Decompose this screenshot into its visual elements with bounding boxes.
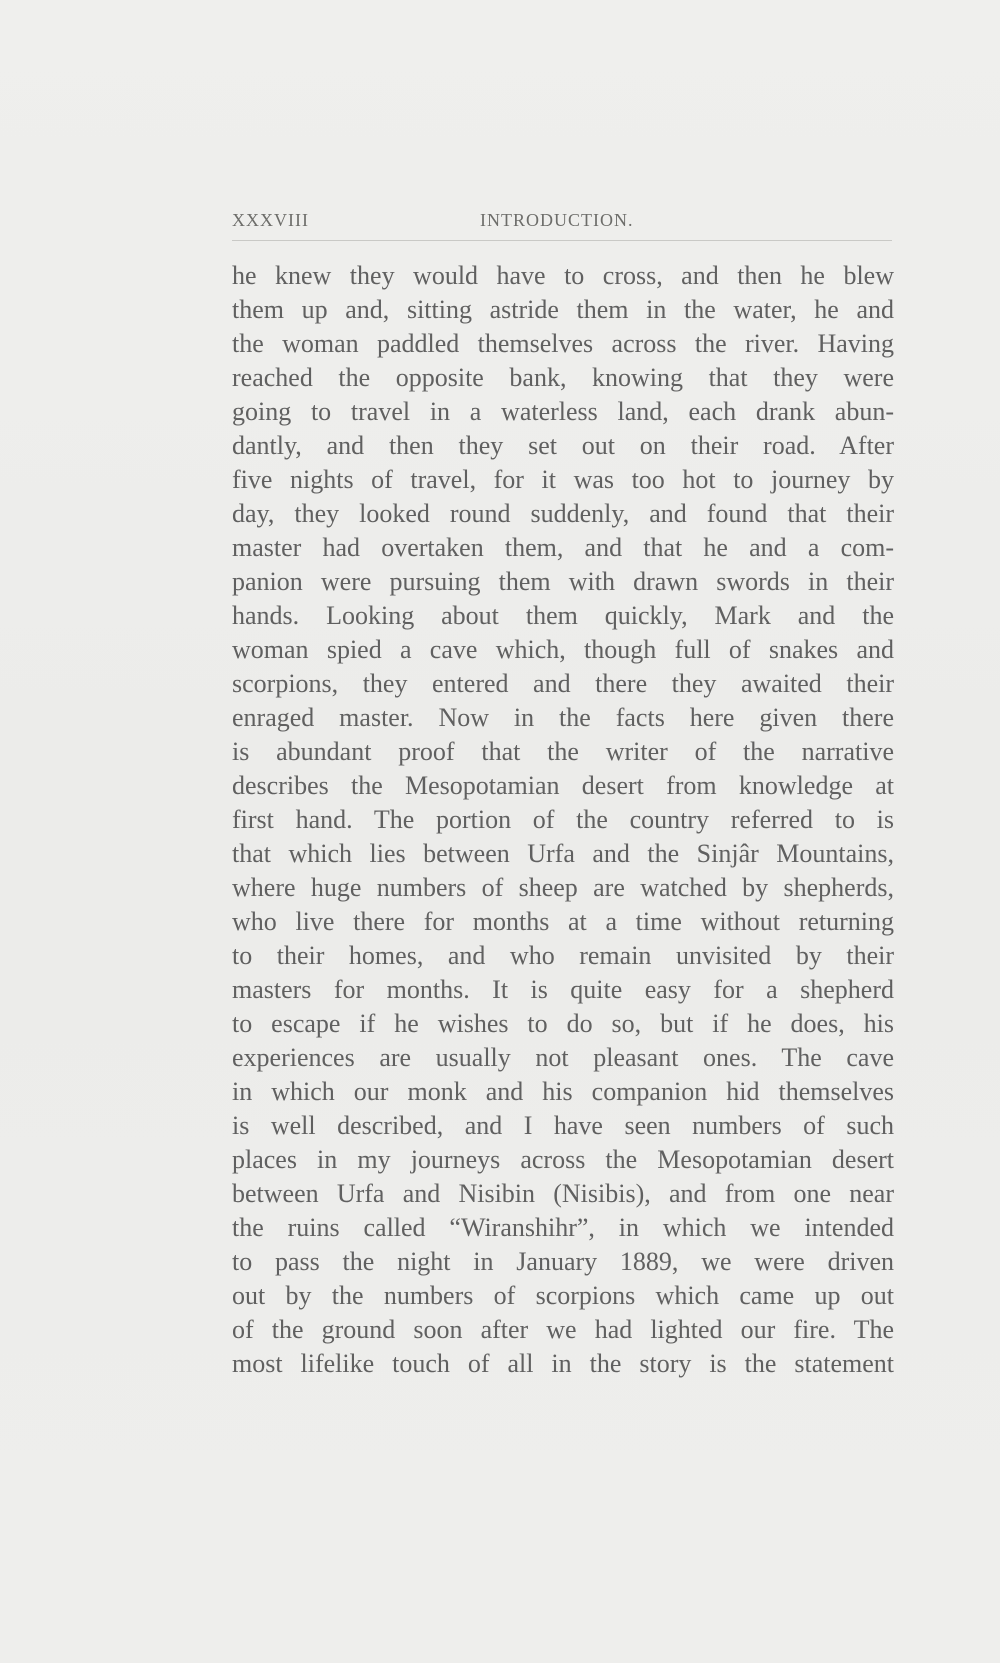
text-line: enraged master. Now in the facts here given there [232, 703, 894, 732]
text-line: first hand. The portion of the country referred to is [232, 805, 894, 834]
text-line: most lifelike touch of all in the story is the statement [232, 1349, 894, 1378]
text-line: the ruins called “Wiranshihr”, in which we intended [232, 1213, 894, 1242]
text-line: scorpions, they entered and there they awaited their [232, 669, 894, 698]
text-line: he knew they would have to cross, and then he blew [232, 261, 894, 290]
text-line: in which our monk and his companion hid themselves [232, 1077, 894, 1106]
page-number: XXXVIII [232, 210, 309, 230]
text-line: woman spied a cave which, though full of snakes and [232, 635, 894, 664]
text-line: is well described, and I have seen numbers of such [232, 1111, 894, 1140]
text-line: reached the opposite bank, knowing that they were [232, 363, 894, 392]
text-line: out by the numbers of scorpions which came up out [232, 1281, 894, 1310]
text-line: is abundant proof that the writer of the narrative [232, 737, 894, 766]
body-text [232, 259, 894, 1381]
text-line: masters for months. It is quite easy for a shepherd [232, 975, 894, 1004]
text-line: hands. Looking about them quickly, Mark and the [232, 601, 894, 630]
text-line: of the ground soon after we had lighted our fire. The [232, 1315, 894, 1344]
text-line: the woman paddled themselves across the river. Having [232, 329, 894, 358]
text-line: dantly, and then they set out on their road. After [232, 431, 894, 460]
text-line: to their homes, and who remain unvisited by their [232, 941, 894, 970]
text-line: between Urfa and Nisibin (Nisibis), and from one near [232, 1179, 894, 1208]
text-line: where huge numbers of sheep are watched by shepherds, [232, 873, 894, 902]
text-line: to pass the night in January 1889, we were driven [232, 1247, 894, 1276]
text-line: who live there for months at a time without returning [232, 907, 894, 936]
text-line: that which lies between Urfa and the Sinjâr Mountains, [232, 839, 894, 868]
running-title: INTRODUCTION. [480, 210, 634, 230]
text-line: five nights of travel, for it was too hot to journey by [232, 465, 894, 494]
text-line: day, they looked round suddenly, and found that their [232, 499, 894, 528]
text-line: places in my journeys across the Mesopotamian desert [232, 1145, 894, 1174]
text-line: going to travel in a waterless land, each drank abun- [232, 397, 894, 426]
text-line: panion were pursuing them with drawn swords in their [232, 567, 894, 596]
text-line: them up and, sitting astride them in the water, he and [232, 295, 894, 324]
text-line: describes the Mesopotamian desert from knowledge at [232, 771, 894, 800]
running-head [232, 210, 892, 241]
text-line: master had overtaken them, and that he and a com- [232, 533, 894, 562]
text-line: experiences are usually not pleasant ones. The cave [232, 1043, 894, 1072]
text-line: to escape if he wishes to do so, but if he does, his [232, 1009, 894, 1038]
